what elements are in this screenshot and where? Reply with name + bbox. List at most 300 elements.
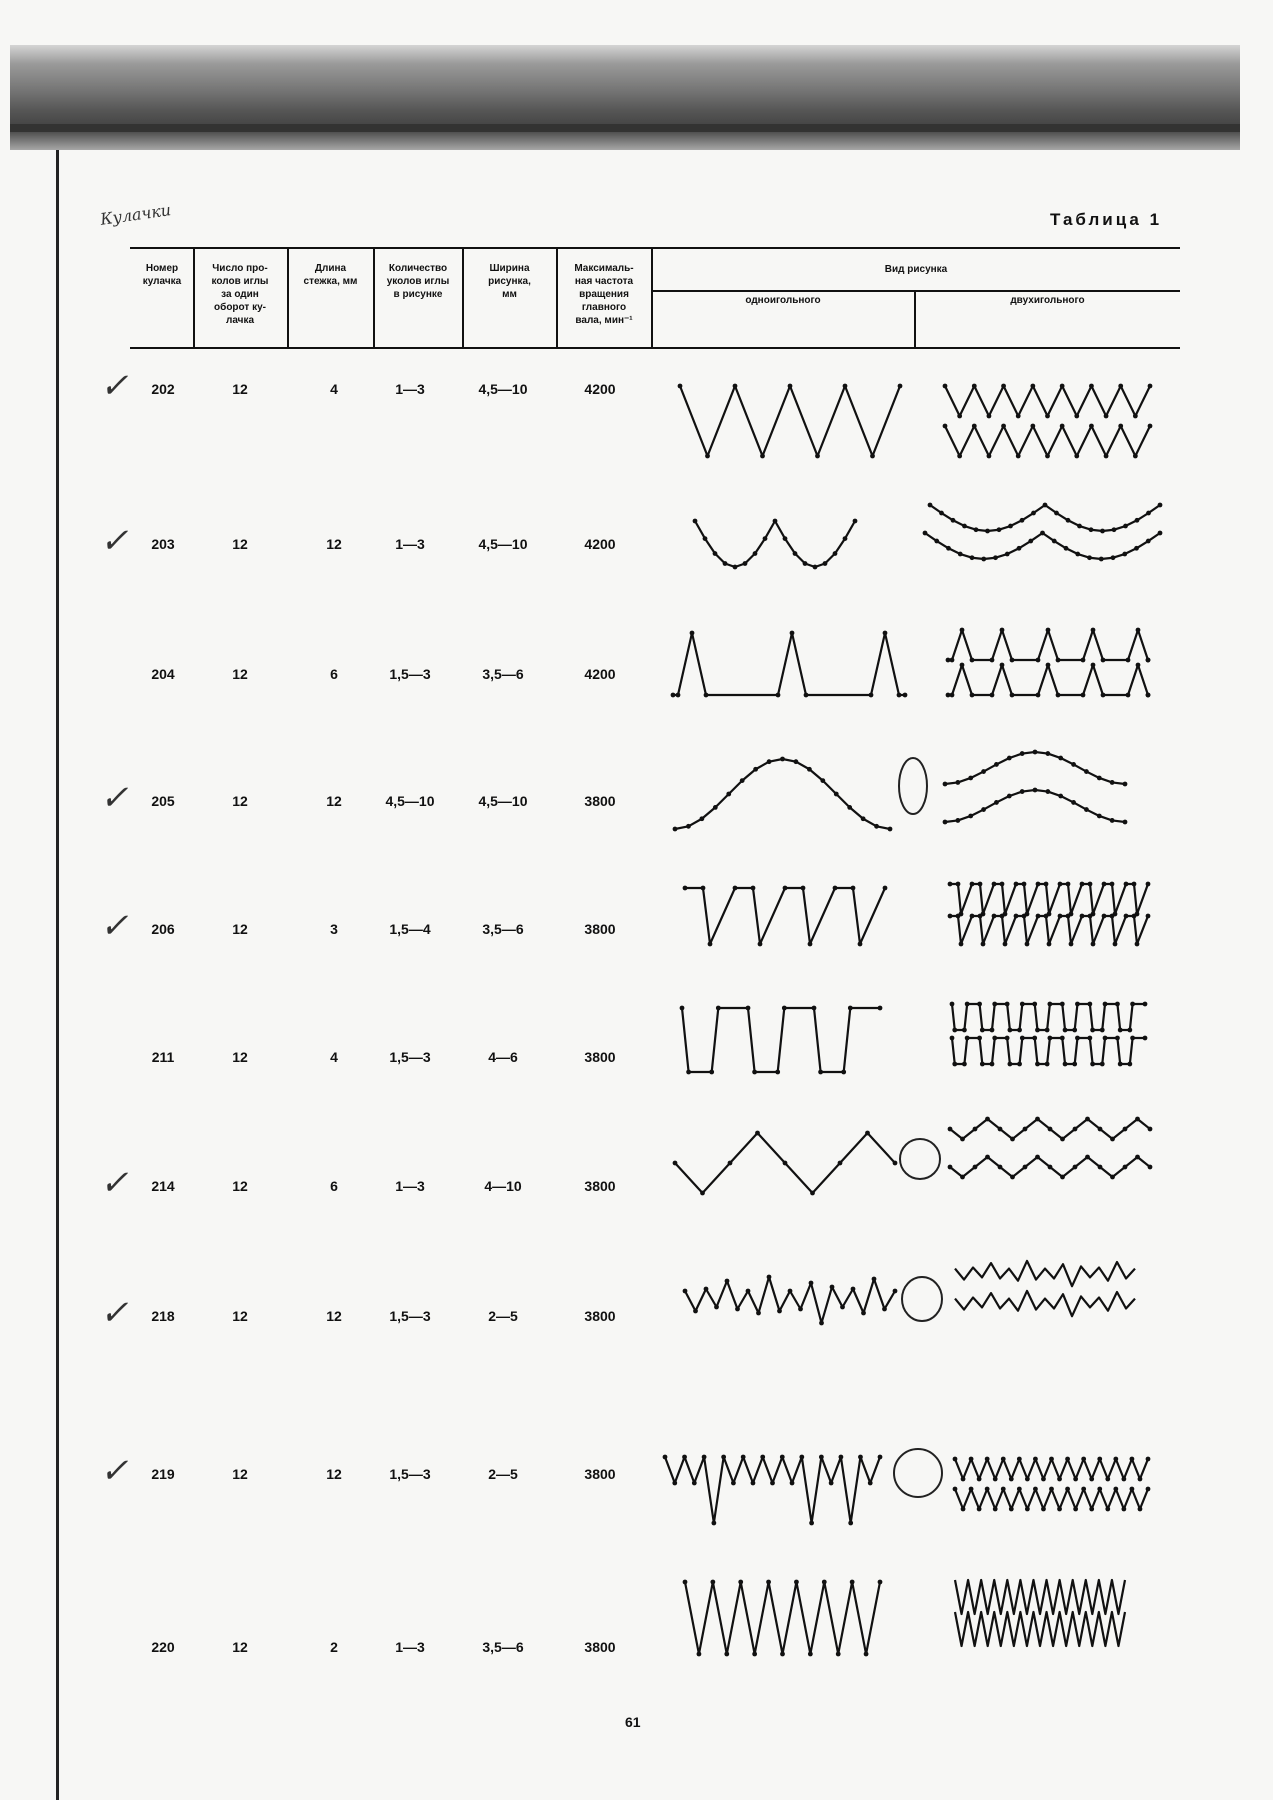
stitch-point: [943, 782, 948, 787]
stitch-point: [956, 914, 961, 919]
stitch-point: [1010, 693, 1015, 698]
stitch-point: [808, 942, 813, 947]
stitch-point: [1060, 1137, 1065, 1142]
stitch-point: [708, 942, 713, 947]
stitch-point: [1049, 1487, 1054, 1492]
stitch-point: [1081, 1487, 1086, 1492]
stitch-point: [1090, 1062, 1095, 1067]
stitch-point: [1146, 658, 1151, 663]
max-speed-value: 3800: [584, 1049, 616, 1065]
stitch-point: [1118, 424, 1123, 429]
header-pattern-width: Ширина рисунка, мм: [488, 263, 531, 300]
stitch-point: [998, 1165, 1003, 1170]
stitch-point: [992, 882, 997, 887]
stitch-point: [819, 1455, 824, 1460]
stitch-point: [948, 914, 953, 919]
stitch-point: [973, 1165, 978, 1170]
stitch-point: [801, 886, 806, 891]
stitch-point: [822, 1580, 827, 1585]
stitch-point: [1135, 1117, 1140, 1122]
handwritten-checkmark: ✓: [100, 521, 129, 561]
stitch-point: [714, 1305, 719, 1310]
stitch-point: [1158, 531, 1163, 536]
stitch-point: [760, 454, 765, 459]
stitch-point: [994, 800, 999, 805]
stitch-point: [1088, 914, 1093, 919]
punctures-value: 12: [232, 381, 248, 397]
stitch-point: [1036, 658, 1041, 663]
stitch-point: [733, 384, 738, 389]
stitch-point: [752, 1070, 757, 1075]
stitch-point: [780, 757, 785, 762]
stitch-point: [1115, 1002, 1120, 1007]
stitch-point: [1060, 1175, 1065, 1180]
stitch-point: [1066, 914, 1071, 919]
stitch-point: [840, 1305, 845, 1310]
stitch-point: [1123, 1165, 1128, 1170]
stitch-point: [1126, 658, 1131, 663]
stitch-point: [903, 693, 908, 698]
stitch-length-value: 6: [330, 666, 338, 682]
stitch-point: [864, 1652, 869, 1657]
stitch-point: [1118, 1028, 1123, 1033]
stitch-point: [1073, 1127, 1078, 1132]
stitch-point: [833, 886, 838, 891]
stitch-point: [753, 551, 758, 556]
stitch-length-value: 3: [330, 921, 338, 937]
stitch-point: [1113, 942, 1118, 947]
stitch-point: [1122, 552, 1127, 557]
stitch-point: [1135, 1155, 1140, 1160]
stitch-point: [1130, 1487, 1135, 1492]
stitch-point: [972, 424, 977, 429]
stitch-point: [943, 424, 948, 429]
stitch-point: [1110, 1137, 1115, 1142]
stitch-point: [1121, 1507, 1126, 1512]
stitch-point: [992, 1036, 997, 1041]
cam-number: 219: [151, 1466, 175, 1482]
stitch-point: [1091, 942, 1096, 947]
stitch-point: [1087, 555, 1092, 560]
stitch-point: [1104, 414, 1109, 419]
stitch-point: [1115, 1036, 1120, 1041]
stitch-point: [663, 1455, 668, 1460]
stitch-point: [968, 814, 973, 819]
stitch-point: [1085, 1117, 1090, 1122]
pattern-width-value: 4,5—10: [478, 381, 528, 397]
stitch-point: [843, 536, 848, 541]
stitch-point: [1084, 807, 1089, 812]
stitch-point: [1057, 1507, 1062, 1512]
max-speed-value: 3800: [584, 921, 616, 937]
stitch-count-value: 1—3: [395, 536, 425, 552]
max-speed-value: 4200: [584, 536, 616, 552]
stitch-point: [1071, 800, 1076, 805]
single-needle-peaks-pattern: [673, 633, 905, 695]
stitch-point: [1040, 531, 1045, 536]
stitch-point: [1036, 882, 1041, 887]
stitch-point: [992, 914, 997, 919]
stitch-point: [1124, 882, 1129, 887]
stitch-point: [939, 511, 944, 516]
stitch-point: [1022, 914, 1027, 919]
stitch-point: [1091, 628, 1096, 633]
stitch-point: [1089, 384, 1094, 389]
stitch-point: [725, 1279, 730, 1284]
stitch-point: [838, 1161, 843, 1166]
punctures-value: 12: [232, 1049, 248, 1065]
stitch-point: [969, 1487, 974, 1492]
stitch-point: [851, 886, 856, 891]
stitch-point: [1046, 628, 1051, 633]
header-double-needle: двухигольного: [1010, 295, 1085, 306]
stitch-point: [1080, 914, 1085, 919]
stitch-point: [752, 1652, 757, 1657]
stitch-point: [1132, 914, 1137, 919]
stitch-point: [1136, 663, 1141, 668]
stitch-point: [704, 693, 709, 698]
stitch-point: [1110, 818, 1115, 823]
stitch-point: [851, 1287, 856, 1292]
stitch-point: [1041, 1477, 1046, 1482]
stitch-point: [1048, 1165, 1053, 1170]
stitch-length-value: 12: [326, 1466, 342, 1482]
stitch-point: [961, 1507, 966, 1512]
stitch-point: [1058, 756, 1063, 761]
stitch-point: [751, 886, 756, 891]
stitch-point: [1124, 914, 1129, 919]
stitch-point: [1110, 780, 1115, 785]
stitch-point: [1033, 1457, 1038, 1462]
stitch-point: [1009, 1507, 1014, 1512]
stitch-point: [1077, 524, 1082, 529]
stitch-point: [1091, 663, 1096, 668]
stitch-point: [1017, 1457, 1022, 1462]
stitch-count-value: 1,5—3: [389, 1308, 431, 1324]
stitch-point: [960, 628, 965, 633]
stitch-point: [1103, 1036, 1108, 1041]
single-needle-scallop-pattern: [695, 521, 855, 567]
stitch-point: [961, 1477, 966, 1482]
stitch-point: [1148, 424, 1153, 429]
stitch-point: [751, 1481, 756, 1486]
stitch-point: [1100, 1062, 1105, 1067]
stitch-point: [1085, 1155, 1090, 1160]
stitch-point: [1008, 1062, 1013, 1067]
double-needle-peaks-pattern: [948, 630, 1148, 660]
stitch-point: [953, 1487, 958, 1492]
stitch-point: [878, 1006, 883, 1011]
stitch-point: [960, 1175, 965, 1180]
punctures-value: 12: [232, 536, 248, 552]
stitch-point: [953, 1457, 958, 1462]
stitch-point: [1007, 794, 1012, 799]
stitch-point: [1123, 782, 1128, 787]
stitch-point: [1089, 1477, 1094, 1482]
stitch-point: [973, 1127, 978, 1132]
stitch-point: [1035, 1117, 1040, 1122]
stitch-point: [946, 546, 951, 551]
stitch-point: [713, 551, 718, 556]
stitch-point: [833, 551, 838, 556]
stitch-point: [985, 529, 990, 534]
stitch-point: [950, 658, 955, 663]
stitch-point: [823, 561, 828, 566]
handwritten-circle: [900, 1139, 940, 1179]
stitch-point: [703, 536, 708, 541]
stitch-point: [1001, 424, 1006, 429]
double-needle-peaks-pattern: [948, 665, 1148, 695]
stitch-point: [1003, 942, 1008, 947]
cam-number: 211: [151, 1049, 175, 1065]
stitch-point: [1098, 1165, 1103, 1170]
double-needle-trapezoid-pattern: [950, 884, 1148, 914]
stitch-point: [1001, 1457, 1006, 1462]
stitch-point: [794, 1580, 799, 1585]
stitch-point: [985, 1457, 990, 1462]
stitch-point: [794, 759, 799, 764]
double-needle-zigzag-pattern: [945, 386, 1150, 416]
stitch-point: [726, 792, 731, 797]
stitch-point: [700, 1191, 705, 1196]
stitch-point: [993, 1477, 998, 1482]
stitch-point: [1148, 384, 1153, 389]
stitch-point: [672, 1481, 677, 1486]
stitch-point: [1130, 1002, 1135, 1007]
stitch-point: [1097, 1487, 1102, 1492]
stitch-point: [1058, 882, 1063, 887]
handwritten-checkmark: ✓: [100, 906, 129, 946]
stitch-point: [788, 384, 793, 389]
stitch-point: [829, 1481, 834, 1486]
stitch-point: [1087, 1002, 1092, 1007]
stitch-point: [755, 1131, 760, 1136]
stitch-point: [1130, 1036, 1135, 1041]
stitch-point: [962, 524, 967, 529]
stitch-point: [858, 1455, 863, 1460]
single-needle-zigzag-pattern: [680, 386, 900, 456]
max-speed-value: 4200: [584, 381, 616, 397]
stitch-point: [959, 942, 964, 947]
stitch-point: [1047, 942, 1052, 947]
punctures-value: 12: [232, 1178, 248, 1194]
cam-number: 203: [151, 536, 175, 552]
stitch-point: [1146, 1457, 1151, 1462]
stitch-point: [1000, 628, 1005, 633]
stitch-point: [1127, 1062, 1132, 1067]
stitch-point: [1036, 914, 1041, 919]
double-needle-fine-pattern: [955, 1612, 1125, 1646]
punctures-value: 12: [232, 793, 248, 809]
stitch-point: [893, 1161, 898, 1166]
stitch-point: [1032, 1036, 1037, 1041]
handwritten-circle: [899, 758, 927, 814]
stitch-point: [738, 1580, 743, 1585]
stitch-point: [1030, 424, 1035, 429]
stitch-point: [777, 1309, 782, 1314]
double-needle-dense-pattern: [955, 1291, 1135, 1316]
stitch-point: [962, 1062, 967, 1067]
cam-number: 204: [151, 666, 175, 682]
stitch-point: [683, 886, 688, 891]
stitch-point: [783, 1161, 788, 1166]
stitch-point: [1100, 1028, 1105, 1033]
stitch-point: [955, 818, 960, 823]
stitch-point: [775, 1070, 780, 1075]
stitch-count-value: 1—3: [395, 1178, 425, 1194]
stitch-point: [1033, 1487, 1038, 1492]
stitch-point: [746, 1289, 751, 1294]
stitch-point: [934, 539, 939, 544]
stitch-point: [1035, 1155, 1040, 1160]
stitch-point: [1112, 527, 1117, 532]
stitch-point: [1045, 1062, 1050, 1067]
stitch-point: [958, 552, 963, 557]
handwritten-checkmark: ✓: [100, 366, 129, 406]
double-needle-trapezoid-pattern: [950, 916, 1148, 944]
stitch-point: [758, 942, 763, 947]
stitch-point: [858, 942, 863, 947]
stitch-point: [766, 1580, 771, 1585]
stitch-point: [1014, 914, 1019, 919]
stitch-point: [1100, 529, 1105, 534]
stitch-point: [1074, 414, 1079, 419]
stitch-point: [756, 1311, 761, 1316]
stitch-point: [861, 816, 866, 821]
stitch-point: [686, 824, 691, 829]
stitch-point: [1022, 882, 1027, 887]
stitch-point: [1148, 1165, 1153, 1170]
stitch-point: [793, 551, 798, 556]
stitch-point: [731, 1481, 736, 1486]
stitch-point: [923, 531, 928, 536]
stitch-point: [878, 1580, 883, 1585]
stitch-point: [1046, 663, 1051, 668]
stitch-point: [843, 384, 848, 389]
stitch-point: [952, 1062, 957, 1067]
stitch-point: [1123, 1127, 1128, 1132]
max-speed-value: 4200: [584, 666, 616, 682]
stitch-point: [1035, 1062, 1040, 1067]
stitch-point: [1102, 914, 1107, 919]
stitch-point: [1121, 1477, 1126, 1482]
stitch-count-value: 1—3: [395, 1639, 425, 1655]
cam-number: 214: [151, 1178, 175, 1194]
stitch-point: [673, 1161, 678, 1166]
page-number: 61: [625, 1714, 641, 1730]
max-speed-value: 3800: [584, 793, 616, 809]
stitch-point: [815, 454, 820, 459]
stitch-point: [1000, 663, 1005, 668]
stitch-point: [1146, 693, 1151, 698]
stitch-point: [716, 1006, 721, 1011]
stitch-point: [710, 1580, 715, 1585]
stitch-point: [1097, 776, 1102, 781]
pattern-width-value: 2—5: [488, 1308, 518, 1324]
stitch-point: [956, 882, 961, 887]
double-needle-deep-pattern: [955, 1489, 1148, 1509]
stitch-point: [790, 1481, 795, 1486]
stitch-point: [693, 1309, 698, 1314]
stitch-point: [1138, 1477, 1143, 1482]
stitch-point: [1105, 1507, 1110, 1512]
stitch-point: [861, 1311, 866, 1316]
cam-number: 218: [151, 1308, 175, 1324]
pattern-width-value: 2—5: [488, 1466, 518, 1482]
stitch-point: [1030, 384, 1035, 389]
stitch-point: [1048, 1127, 1053, 1132]
stitch-point: [1065, 1487, 1070, 1492]
stitch-point: [870, 454, 875, 459]
max-speed-value: 3800: [584, 1178, 616, 1194]
stitch-point: [839, 1455, 844, 1460]
stitch-length-value: 12: [326, 536, 342, 552]
stitch-point: [972, 384, 977, 389]
stitch-point: [951, 518, 956, 523]
stitch-point: [746, 1006, 751, 1011]
stitch-point: [1135, 942, 1140, 947]
handwritten-circle: [902, 1277, 942, 1321]
stitch-point: [869, 693, 874, 698]
stitch-point: [977, 1477, 982, 1482]
stitch-point: [1020, 1002, 1025, 1007]
stitch-point: [841, 1070, 846, 1075]
handwritten-checkmark: ✓: [100, 1163, 129, 1203]
stitch-point: [763, 536, 768, 541]
stitch-point: [1069, 942, 1074, 947]
stitch-point: [872, 1277, 877, 1282]
stitch-point: [948, 1127, 953, 1132]
stitch-point: [893, 1289, 898, 1294]
single-needle-fine-pattern: [685, 1582, 880, 1654]
stitch-point: [962, 1028, 967, 1033]
stitch-point: [1088, 882, 1093, 887]
punctures-value: 12: [232, 1466, 248, 1482]
stitch-point: [1087, 1036, 1092, 1041]
header-pattern-view: Вид рисунка: [884, 264, 948, 275]
stitch-point: [978, 882, 983, 887]
stitch-point: [1136, 628, 1141, 633]
stitch-point: [1033, 750, 1038, 755]
stitch-point: [1045, 454, 1050, 459]
stitch-point: [868, 1481, 873, 1486]
stitch-length-value: 12: [326, 1308, 342, 1324]
stitch-point: [1126, 693, 1131, 698]
stitch-count-value: 1—3: [395, 381, 425, 397]
handwritten-circle: [894, 1449, 942, 1497]
stitch-point: [981, 942, 986, 947]
stitch-point: [1060, 424, 1065, 429]
stitch-point: [1130, 1457, 1135, 1462]
header-stitch-count: Количество уколов иглы в рисунке: [386, 263, 450, 300]
stitch-point: [1089, 1507, 1094, 1512]
stitch-point: [1005, 1002, 1010, 1007]
stitch-point: [1099, 557, 1104, 562]
stitch-point: [1001, 1487, 1006, 1492]
handwritten-checkmark: ✓: [100, 778, 129, 818]
stitch-point: [1031, 511, 1036, 516]
stitch-point: [1143, 1036, 1148, 1041]
stitch-count-value: 4,5—10: [385, 793, 435, 809]
stitch-point: [960, 1137, 965, 1142]
header-stitch-length: Длина стежка, мм: [303, 263, 358, 287]
stitch-point: [819, 1321, 824, 1326]
header-single-needle: одноигольного: [745, 295, 821, 306]
stitch-point: [1023, 1127, 1028, 1132]
stitch-point: [767, 1275, 772, 1280]
handwritten-checkmark: ✓: [100, 1451, 129, 1491]
stitch-point: [1007, 756, 1012, 761]
